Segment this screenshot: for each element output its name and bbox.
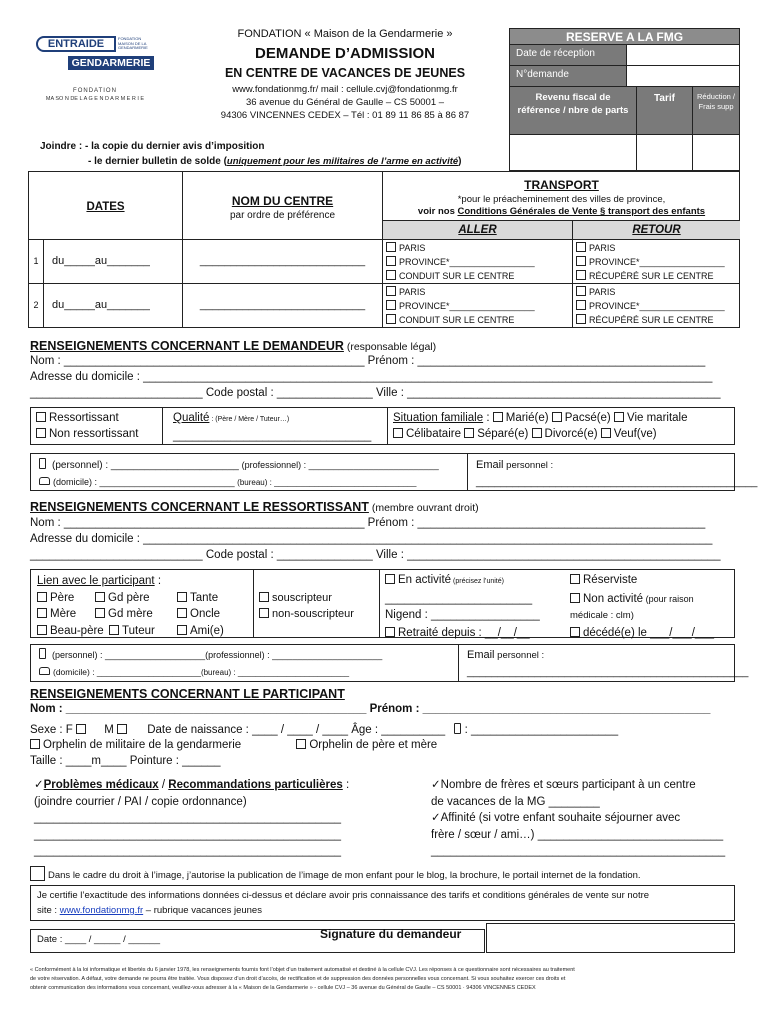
sit-celib-option[interactable]: Célibataire bbox=[393, 428, 461, 440]
revenu-field[interactable] bbox=[510, 135, 637, 170]
aller-option-paris[interactable]: PARIS bbox=[386, 241, 569, 255]
n-demande-label: N°demande bbox=[510, 66, 627, 86]
naissance-field[interactable]: Date de naissance : ____ / ____ / ____ Âge : __________ bbox=[147, 724, 446, 736]
checkbox[interactable] bbox=[601, 428, 611, 438]
email-label: Email bbox=[476, 459, 504, 471]
site-rest: – rubrique vacances jeunes bbox=[143, 905, 262, 916]
row-number: 1 bbox=[33, 256, 39, 266]
page-title: DEMANDE D’ADMISSION bbox=[254, 45, 435, 62]
site-link[interactable]: www.fondationmg.fr bbox=[59, 905, 144, 916]
checkbox[interactable] bbox=[177, 592, 187, 602]
lien-pere-option[interactable]: Père bbox=[37, 590, 95, 607]
retour-option-recupere[interactable]: RÉCUPÉRÉ SUR LE CENTRE bbox=[576, 313, 737, 327]
sit-separe-option[interactable]: Séparé(e) bbox=[464, 428, 528, 440]
affinite-label: Affinité (si votre enfant souhaite séjourner avec bbox=[440, 812, 681, 824]
affinite-line[interactable]: ______________________________________________ bbox=[431, 845, 726, 857]
contact-address-1: 36 avenue du Général de Gaulle – CS 50001 – bbox=[245, 97, 445, 108]
certifie-box bbox=[30, 885, 735, 921]
tel-bureau-field[interactable]: (bureau) : _________________________ bbox=[200, 668, 350, 677]
non-activite-option[interactable]: Non activité (pour raison bbox=[570, 593, 694, 605]
signature-label: Signature du demandeur bbox=[320, 927, 462, 941]
aller-option-paris[interactable]: PARIS bbox=[386, 285, 569, 299]
checkbox[interactable] bbox=[576, 300, 586, 310]
sexe-f-option[interactable]: Sexe : F bbox=[30, 724, 89, 736]
checkbox[interactable] bbox=[117, 724, 127, 734]
reserviste-option[interactable]: Réserviste bbox=[570, 574, 637, 586]
email-label-note: personnel : bbox=[503, 460, 554, 471]
lien-tuteur-option[interactable]: Tuteur bbox=[109, 623, 177, 640]
qualite-note: : (Père / Mère / Tuteur…) bbox=[209, 416, 290, 423]
ressortissant-status-box bbox=[30, 569, 735, 638]
checkbox[interactable] bbox=[552, 412, 562, 422]
freres-field[interactable]: de vacances de la MG ________ bbox=[431, 795, 600, 808]
orphelin-militaire-option[interactable]: Orphelin de militaire de la gendarmerie bbox=[30, 739, 241, 751]
checkbox[interactable] bbox=[37, 608, 47, 618]
joindre-line-1: Joindre : - la copie du dernier avis d’imposition bbox=[40, 141, 265, 152]
checkbox[interactable] bbox=[259, 608, 269, 618]
lien-tante-option[interactable]: Tante bbox=[177, 592, 218, 604]
tarif-label: Tarif bbox=[637, 87, 693, 134]
aller-option-province[interactable]: PROVINCE*_________________ bbox=[386, 299, 569, 313]
checkbox[interactable] bbox=[37, 592, 47, 602]
demandeur-section-note: (responsable légal) bbox=[343, 341, 437, 353]
dates-field[interactable]: du_____au_______ bbox=[52, 299, 150, 311]
demandeur-status-box: Ressortissant Non ressortissant Qualité : (Père / Mère / Tuteur…) _______________________________ Situation familiale : Marié(e) Pacsé(e) Vie maritale Célibataire Séparé(e) Divorcé(e) Veuf(ve) bbox=[30, 407, 735, 445]
tel-bureau-field[interactable]: (bureau) : ________________________________ bbox=[237, 478, 417, 487]
joindre-line-2: - le dernier bulletin de solde ( bbox=[88, 156, 227, 167]
checkbox[interactable] bbox=[570, 627, 580, 637]
medical-line[interactable]: ________________________________________________ bbox=[34, 845, 341, 857]
retraite-option[interactable]: Retraité depuis : __/__/__ bbox=[385, 625, 570, 642]
sexe-m-option[interactable]: M bbox=[104, 724, 130, 736]
lien-beau-pere-option[interactable]: Beau-père bbox=[37, 623, 109, 640]
checkbox[interactable] bbox=[36, 412, 46, 422]
email-field[interactable]: ______________________________________________ bbox=[476, 476, 758, 488]
checkbox[interactable] bbox=[386, 314, 396, 324]
lien-ami-option[interactable]: Ami(e) bbox=[177, 625, 224, 637]
retour-header: RETOUR bbox=[632, 224, 681, 236]
centre-header: NOM DU CENTRE bbox=[231, 194, 334, 208]
lien-gd-pere-option[interactable]: Gd père bbox=[95, 590, 177, 607]
date-signature-field[interactable]: Date : ____ / _____ / ______ bbox=[30, 929, 485, 953]
droit-image-text: Dans le cadre du droit à l’image, j’autorise la publication de l’image de mon enfant pour le blog, la brochure, le portail internet de la fondation. bbox=[48, 870, 641, 881]
retour-option-recupere[interactable]: RÉCUPÉRÉ SUR LE CENTRE bbox=[576, 269, 737, 283]
mobile-phone-icon bbox=[39, 458, 46, 469]
checkbox[interactable] bbox=[177, 625, 187, 635]
logo-gendarmerie: GENDARMERIE bbox=[68, 56, 154, 70]
checkbox[interactable] bbox=[30, 739, 40, 749]
logo-caption-2: MA SO N DE L A G E N D A R M E R I E bbox=[45, 96, 145, 102]
certifie-text: Je certifie l’exactitude des informations données ci-dessus et déclare avoir pris connaissance des tarifs et conditions générales de vente sur notre bbox=[37, 890, 650, 901]
sit-veuf-option[interactable]: Veuf(ve) bbox=[601, 428, 657, 440]
ressortissant-nom-field[interactable]: Nom : _______________________________________________ Prénom : _____________________________________________ bbox=[30, 517, 706, 529]
checkbox[interactable] bbox=[576, 270, 586, 280]
tarif-field[interactable] bbox=[637, 135, 693, 170]
checkbox[interactable] bbox=[95, 592, 105, 602]
dates-table bbox=[28, 171, 740, 328]
participant-nom-field[interactable]: Nom : _______________________________________________ Prénom : _____________________________________________ bbox=[30, 703, 711, 715]
sit-vie-option[interactable]: Vie maritale bbox=[614, 412, 688, 424]
checkbox[interactable] bbox=[576, 314, 586, 324]
decede-option[interactable]: décédé(e) le ___/___/___ bbox=[570, 627, 714, 639]
email-label: Email bbox=[467, 649, 495, 661]
aller-option-conduit[interactable]: CONDUIT SUR LE CENTRE bbox=[386, 313, 569, 327]
demandeur-section-title: RENSEIGNEMENTS CONCERNANT LE DEMANDEUR bbox=[30, 339, 344, 353]
checkbox[interactable] bbox=[386, 300, 396, 310]
n-demande-field[interactable] bbox=[627, 66, 739, 86]
affinite-field[interactable]: frère / sœur / ami…) _____________________________ bbox=[431, 828, 724, 841]
transport-subheader-2: voir nos bbox=[417, 206, 458, 217]
aller-option-province[interactable]: PROVINCE*_________________ bbox=[386, 255, 569, 269]
check-icon: ✓ bbox=[431, 812, 441, 824]
demandeur-contact-box bbox=[30, 453, 758, 491]
signature-box[interactable] bbox=[486, 923, 735, 953]
transport-header: TRANSPORT bbox=[524, 178, 599, 192]
logo-entraide: ENTRAIDE bbox=[36, 36, 116, 52]
sit-divorce-option[interactable]: Divorcé(e) bbox=[532, 428, 598, 440]
checkbox[interactable] bbox=[576, 256, 586, 266]
date-reception-field[interactable] bbox=[627, 45, 739, 65]
demandeur-cp-field[interactable]: ___________________________ Code postal : _______________ Ville : _________________________________________________ bbox=[30, 387, 721, 399]
participant-section-title: RENSEIGNEMENTS CONCERNANT LE PARTICIPANT bbox=[30, 687, 345, 701]
checkbox[interactable] bbox=[532, 428, 542, 438]
lien-oncle-option[interactable]: Oncle bbox=[177, 608, 220, 620]
checkbox[interactable] bbox=[385, 627, 395, 637]
contact-web-mail: www.fondationmg.fr/ mail : cellule.cvj@fondationmg.fr bbox=[232, 84, 458, 95]
mobile-phone-icon bbox=[454, 723, 461, 734]
droit-image-checkbox[interactable] bbox=[30, 866, 45, 881]
checkbox[interactable] bbox=[259, 592, 269, 602]
aller-option-conduit[interactable]: CONDUIT SUR LE CENTRE bbox=[386, 269, 569, 283]
check-icon: ✓ bbox=[431, 779, 441, 791]
landline-phone-icon bbox=[39, 667, 50, 675]
demandeur-adresse-field[interactable]: Adresse du domicile : _________________________________________________________________________________________ bbox=[30, 371, 713, 383]
lien-colon: : bbox=[154, 575, 162, 587]
ressortissant-adresse-field[interactable]: Adresse du domicile : _________________________________________________________________________________________ bbox=[30, 533, 713, 545]
lien-label: Lien avec le participant bbox=[37, 575, 155, 587]
checkbox[interactable] bbox=[493, 412, 503, 422]
qualite-field[interactable]: _______________________________ bbox=[173, 430, 372, 442]
souscripteur-option[interactable]: souscripteur bbox=[259, 590, 374, 606]
non-ressortissant-option[interactable]: Non ressortissant bbox=[36, 426, 157, 442]
checkbox[interactable] bbox=[386, 242, 396, 252]
en-activite-option[interactable]: En activité (précisez l’unité) bbox=[385, 572, 570, 591]
nigend-field[interactable]: Nigend : _________________ bbox=[385, 609, 540, 621]
retour-option-province[interactable]: PROVINCE*_________________ bbox=[576, 299, 737, 313]
medicale-note: médicale : clm) bbox=[570, 610, 634, 621]
joindre-line-2-close: ) bbox=[458, 156, 462, 167]
retour-option-province[interactable]: PROVINCE*_________________ bbox=[576, 255, 737, 269]
ressortissant-section-title: RENSEIGNEMENTS CONCERNANT LE RESSORTISSANT bbox=[30, 500, 369, 514]
checkbox[interactable] bbox=[386, 256, 396, 266]
checkbox[interactable] bbox=[464, 428, 474, 438]
checkbox[interactable] bbox=[76, 724, 86, 734]
participant-tel-field[interactable]: : _______________________ bbox=[464, 724, 619, 736]
dates-field[interactable]: du_____au_______ bbox=[52, 255, 150, 267]
checkbox[interactable] bbox=[386, 270, 396, 280]
checkbox[interactable] bbox=[385, 574, 395, 584]
unite-field[interactable]: _______________________ bbox=[385, 592, 533, 605]
checkbox[interactable] bbox=[386, 286, 396, 296]
checkbox[interactable] bbox=[614, 412, 624, 422]
centre-field[interactable]: ___________________________ bbox=[199, 299, 366, 311]
transport-subheader-1: *pour le préacheminement des villes de province, bbox=[457, 194, 666, 205]
logo-seal-icon: FONDATION MAISON DE LA GENDARMERIE bbox=[118, 36, 148, 50]
check-icon: ✓ bbox=[34, 779, 44, 791]
logo bbox=[36, 36, 156, 108]
revenu-label: Revenu fiscal de référence / nbre de parts bbox=[510, 87, 637, 134]
qualite-label: Qualité bbox=[173, 412, 210, 424]
checkbox[interactable] bbox=[576, 286, 586, 296]
slash: / bbox=[158, 779, 169, 791]
reserve-title: RESERVE A LA FMG bbox=[510, 29, 739, 45]
reduction-field[interactable] bbox=[693, 135, 739, 170]
centre-subheader: par ordre de préférence bbox=[229, 210, 336, 221]
date-reception-label: Date de réception bbox=[510, 45, 627, 65]
joindre-note: (joindre courrier / PAI / copie ordonnance) bbox=[34, 795, 247, 808]
centre-field[interactable]: ___________________________ bbox=[199, 255, 366, 267]
ressortissant-cp-field[interactable]: ___________________________ Code postal : _______________ Ville : _________________________________________________ bbox=[30, 549, 721, 561]
retour-option-paris[interactable]: PARIS bbox=[576, 241, 737, 255]
checkbox[interactable] bbox=[570, 574, 580, 584]
tel-perso-field[interactable]: (personnel) : _______________________ bbox=[52, 460, 242, 471]
retour-option-paris[interactable]: PARIS bbox=[576, 285, 737, 299]
row-number: 2 bbox=[33, 300, 39, 310]
problemes-label: Problèmes médicaux bbox=[43, 779, 159, 791]
checkbox[interactable] bbox=[109, 625, 119, 635]
recommandations-label: Recommandations particulières bbox=[168, 779, 343, 791]
mobile-phone-icon bbox=[39, 648, 46, 659]
email-label-note: personnel : bbox=[494, 650, 545, 661]
landline-phone-icon bbox=[39, 477, 50, 485]
dates-header: DATES bbox=[86, 201, 125, 213]
checkbox[interactable] bbox=[36, 428, 46, 438]
non-souscripteur-option[interactable]: non-souscripteur bbox=[259, 606, 374, 622]
checkbox[interactable] bbox=[393, 428, 403, 438]
site-label: site : bbox=[37, 905, 60, 916]
footer-legal-1: « Conformément à la loi informatique et libertés du 6 janvier 1978, les renseignements fournis font l’objet d’un traitement automatisé et destiné à la cellule CVJ. Les réponses à ce questionnaire sont nécessaires au traitement bbox=[30, 967, 575, 973]
checkbox[interactable] bbox=[576, 242, 586, 252]
logo-caption-1: FONDATION bbox=[73, 88, 117, 94]
medical-line[interactable]: ________________________________________________ bbox=[34, 828, 341, 841]
cgv-link[interactable]: Conditions Générales de Vente § transport des enfants bbox=[457, 206, 706, 217]
lien-mere-option[interactable]: Mère bbox=[37, 606, 95, 623]
checkbox[interactable] bbox=[296, 739, 306, 749]
situation-label: Situation familiale bbox=[393, 412, 484, 424]
ressortissant-section-note: (membre ouvrant droit) bbox=[368, 502, 479, 514]
email-field[interactable]: ______________________________________________ bbox=[467, 666, 749, 678]
foundation-name: FONDATION « Maison de la Gendarmerie » bbox=[237, 28, 453, 40]
colon: : bbox=[342, 779, 350, 791]
reserve-box bbox=[509, 28, 740, 171]
contact-address-2: 94306 VINCENNES CEDEX – Tél : 01 89 11 86 85 à 86 87 bbox=[220, 110, 470, 121]
page-subtitle: EN CENTRE DE VACANCES DE JEUNES bbox=[224, 66, 466, 80]
tel-pro-field[interactable]: (professionnel) : ______________________ bbox=[205, 650, 383, 660]
taille-pointure-field[interactable]: Taille : ____m____ Pointure : ______ bbox=[30, 755, 221, 767]
sit-marie-option[interactable]: Marié(e) bbox=[493, 412, 549, 424]
tel-perso-field[interactable]: (personnel) : ____________________ bbox=[52, 650, 206, 660]
checkbox[interactable] bbox=[37, 625, 47, 635]
ressortissant-option[interactable]: Ressortissant bbox=[36, 410, 157, 426]
tel-dom-field[interactable]: (domicile) : ___________________________ bbox=[53, 477, 238, 487]
ressortissant-contact-box bbox=[30, 644, 749, 682]
aller-header: ALLER bbox=[458, 224, 497, 236]
medical-line[interactable]: ________________________________________________ bbox=[34, 812, 341, 824]
demandeur-nom-field[interactable]: Nom : _______________________________________________ Prénom : _____________________________________________ bbox=[30, 355, 706, 367]
lien-gd-mere-option[interactable]: Gd mère bbox=[95, 606, 177, 623]
joindre-line-2-note: uniquement pour les militaires de l’arme en activité bbox=[226, 156, 459, 167]
checkbox[interactable] bbox=[570, 593, 580, 603]
tel-dom-field[interactable]: (domicile) : ______________________ bbox=[53, 667, 201, 677]
sit-pacse-option[interactable]: Pacsé(e) bbox=[552, 412, 611, 424]
reduction-label: Réduction / Frais supp bbox=[693, 87, 739, 134]
tel-pro-field[interactable]: (professionnel) : __________________________ bbox=[241, 460, 439, 470]
checkbox[interactable] bbox=[177, 608, 187, 618]
orphelin-pere-mere-option[interactable]: Orphelin de père et mère bbox=[296, 739, 437, 751]
checkbox[interactable] bbox=[95, 608, 105, 618]
footer-legal-2: de votre réservation. A défaut, votre demande ne pourra être traitée. Vous disposez d’un droit d’accès, de rectification et de suppression des données personnelles vous concernant. Si vous souhaitez exercer ces droits et bbox=[30, 976, 566, 982]
footer-legal-3: obtenir communication des informations vous concernant, veuillez-vous adresser à la « Maison de la Gendarmerie » - cellule CVJ – 36 avenue du Général de Gaulle – CS 50001 · 94306 VINCENNES CEDEX bbox=[30, 985, 536, 991]
freres-label: Nombre de frères et sœurs participant à un centre bbox=[440, 779, 696, 791]
